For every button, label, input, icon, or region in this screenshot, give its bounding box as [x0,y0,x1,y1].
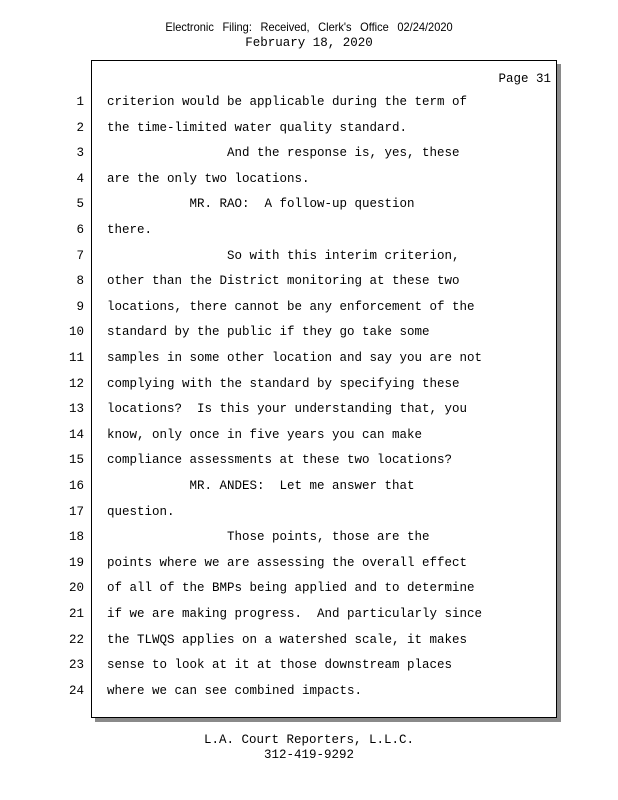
line-number: 9 [76,299,84,314]
line-number: 11 [68,351,84,365]
page-number: Page 31 [498,72,551,86]
line-number: 21 [68,607,84,621]
transcript-line [0,428,560,448]
line-number: 22 [68,632,84,647]
line-number: 20 [68,581,84,596]
transcript-line [0,658,560,678]
transcript-line [0,249,560,269]
transcript-line [0,684,560,704]
line-text: where we can see combined impacts. [107,683,363,698]
line-text: complying with the standard by specifying these [107,376,460,391]
line-text: Those points, those are the [107,530,430,545]
line-number: 1 [76,95,84,109]
line-text: of all of the BMPs being applied and to determine [107,581,475,596]
line-number: 4 [76,171,84,186]
line-text: MR. ANDES: Let me answer that [107,479,415,493]
transcript-line [0,633,560,653]
transcript-line [0,505,560,525]
line-text: locations, there cannot be any enforcement of the [107,299,475,314]
transcript-line [0,146,560,166]
line-text: samples in some other location and say you are not [107,351,483,365]
transcript-line [0,300,560,320]
hearing-date: February 18, 2020 [245,36,373,50]
line-number: 17 [68,504,84,519]
line-number: 19 [68,555,84,570]
line-number: 7 [76,248,84,263]
transcript-line [0,402,560,422]
line-text: points where we are assessing the overall effect [107,555,468,570]
filing-stamp: Electronic Filing: Received, Clerk's Office 02/24/2020 [165,20,453,34]
line-number: 16 [68,479,84,493]
court-reporter-firm: L.A. Court Reporters, L.L.C. [203,733,415,747]
line-text: know, only once in five years you can make [107,427,423,442]
transcript-line [0,530,560,550]
line-text: And the response is, yes, these [107,146,460,161]
transcript-line [0,556,560,576]
line-number: 15 [68,453,84,468]
line-number: 8 [76,274,84,289]
line-text: So with this interim criterion, [107,248,460,263]
transcript-line [0,479,560,499]
line-number: 12 [68,376,84,391]
line-text: there. [107,223,153,237]
transcript-line [0,325,560,345]
line-number: 10 [68,325,84,340]
line-text: the time-limited water quality standard. [107,120,408,135]
line-text: other than the District monitoring at these two [107,274,460,289]
line-number: 18 [68,530,84,545]
line-number: 14 [68,427,84,442]
line-text: are the only two locations. [107,171,310,186]
transcript-line [0,581,560,601]
line-text: question. [107,504,175,519]
line-text: sense to look at it at those downstream places [107,658,453,673]
court-reporter-phone: 312-419-9292 [263,748,354,762]
transcript-line [0,197,560,217]
transcript-line [0,274,560,294]
transcript-line [0,607,560,627]
transcript-line [0,351,560,371]
line-text: locations? Is this your understanding that, you [107,402,468,417]
transcript-line [0,223,560,243]
line-text: the TLWQS applies on a watershed scale, it makes [107,632,468,647]
line-text: compliance assessments at these two locations? [107,453,453,468]
transcript-line [0,453,560,473]
line-text: MR. RAO: A follow-up question [107,197,415,212]
transcript-line [0,172,560,192]
transcript-line [0,377,560,397]
line-number: 6 [76,223,84,237]
line-number: 3 [76,146,84,161]
line-number: 2 [76,120,84,135]
transcript-line [0,121,560,141]
line-text: criterion would be applicable during the term of [107,95,468,109]
transcript-line [0,95,560,115]
line-number: 23 [68,658,84,673]
line-number: 13 [68,402,84,417]
line-text: standard by the public if they go take some [107,325,430,340]
line-number: 24 [68,683,84,698]
line-text: if we are making progress. And particularly since [107,607,483,621]
line-number: 5 [76,197,84,212]
